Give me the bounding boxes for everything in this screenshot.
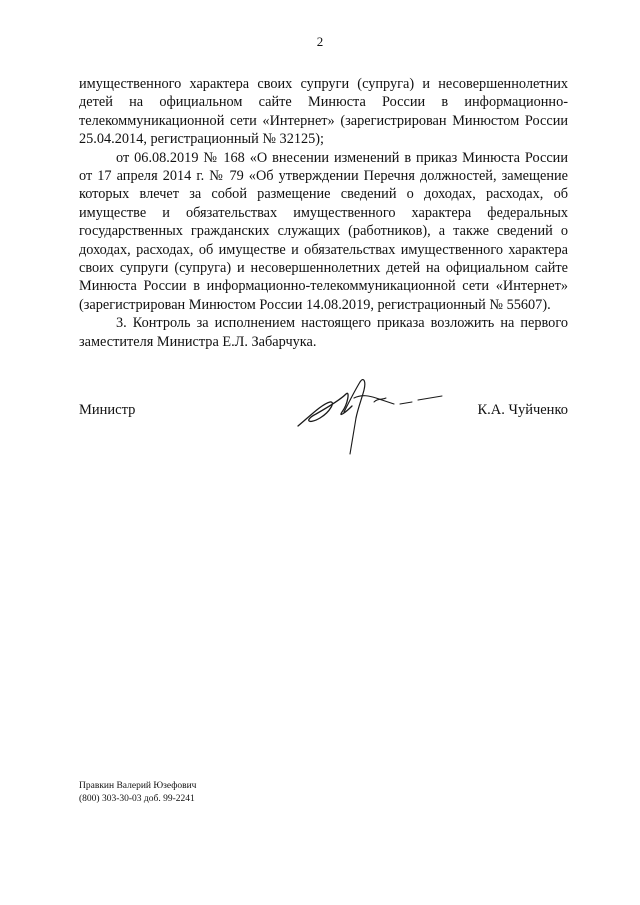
- paragraph-order-2019: от 06.08.2019 № 168 «О внесении изменений в приказ Минюста России от 17 апреля 2014 г. № 79 «Об утверждении Перечня должностей, замещение которых влечет за собой размещение сведений о доходах, расходах, об имуществе и обязательствах имущественного характера федеральных государственных гражданских служащих (работников), а также сведений о доходах, расходах, об имуществе и обязательствах имущественного характера своих супруги (супруга) и несовершеннолетних детей на официальном сайте Минюста России в информационно-телекоммуникационной сети «Интернет» (зарегистрирован Минюстом России 14.08.2019, регистрационный № 55607).: [79, 149, 568, 313]
- paragraph-control-clause: 3. Контроль за исполнением настоящего приказа возложить на первого заместителя Министра Е.Л. Забарчука.: [79, 315, 568, 350]
- handwritten-signature: [290, 368, 450, 458]
- executor-phone: (800) 303-30-03 доб. 99-2241: [79, 794, 195, 804]
- document-body: [79, 75, 568, 351]
- page-number: 2: [316, 34, 324, 49]
- paragraph-continuation: имущественного характера своих супруги (супруга) и несовершеннолетних детей на официальном сайте Минюста России в информационно-телекоммуникационной сети «Интернет» (зарегистрирован Минюстом России 25.04.2014, регистрационный № 32125);: [79, 76, 568, 148]
- signatory-position: Министр: [79, 402, 136, 418]
- executor-footer: [79, 780, 196, 806]
- executor-name: Правкин Валерий Юзефович: [79, 781, 197, 791]
- signatory-name: К.А. Чуйченко: [477, 402, 568, 418]
